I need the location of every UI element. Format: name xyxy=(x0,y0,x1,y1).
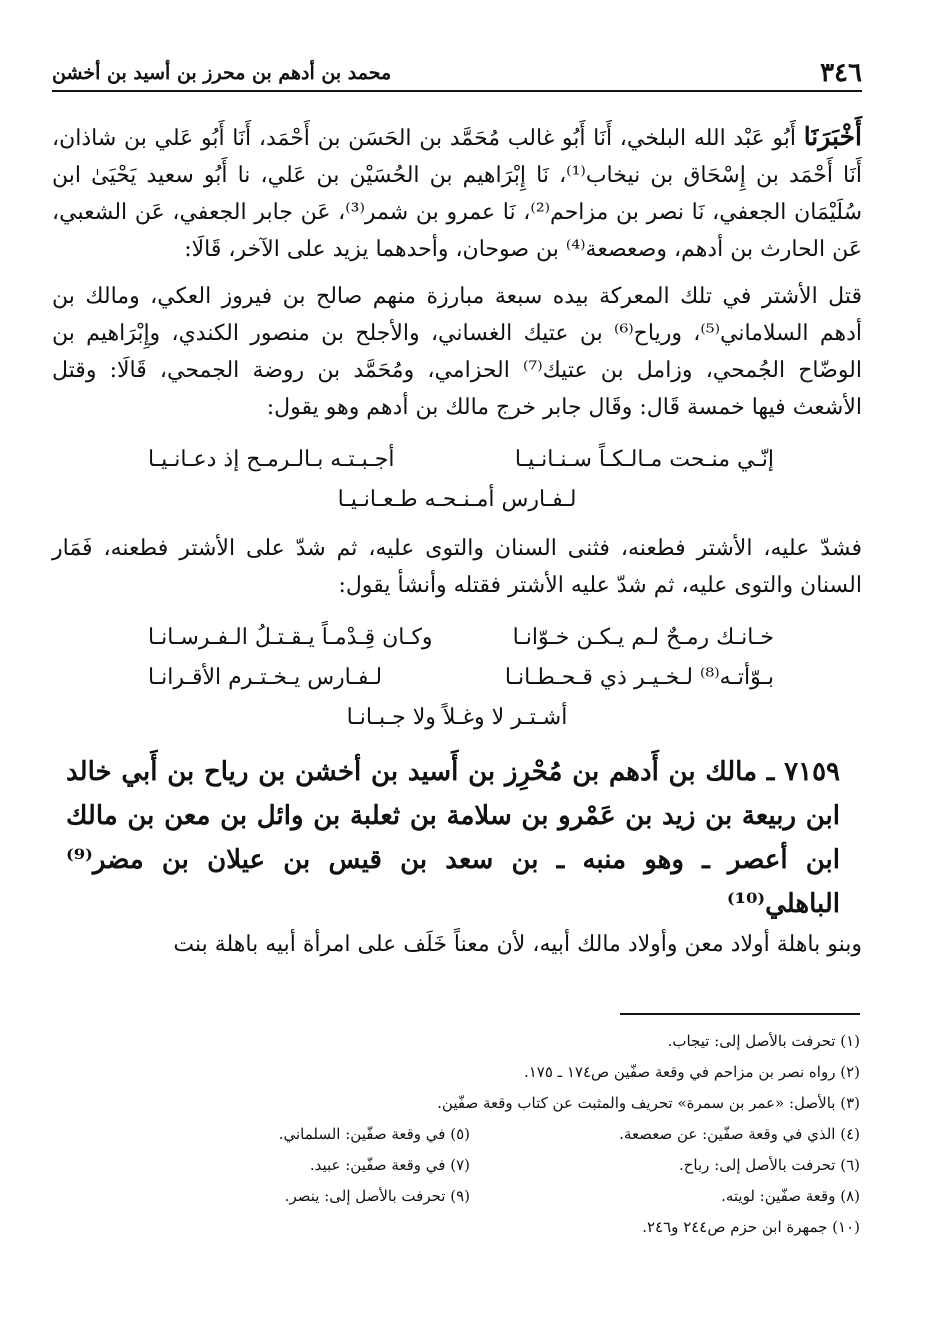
footnote: (٣) بالأصل: «عمر بن سمرة» تحريف والمثبت عن كتاب وقعة صفّين. xyxy=(437,1094,860,1112)
verse-first-hemistich: بـوّأتـه⁽⁸⁾ لـخـيـر ذي قـحـطـانـا xyxy=(504,665,774,690)
running-title: محمد بن أدهم بن محرز بن أسيد بن أخشن xyxy=(52,62,392,84)
entry-body-text: وبنو باهلة أولاد معن وأولاد مالك أبيه، لأن معناً خَلَف على امرأة أبيه باهلة بنت xyxy=(173,932,862,957)
footnote-divider xyxy=(620,1013,860,1015)
page-header xyxy=(52,50,862,92)
footnote: (١) تحرفت بالأصل إلى: تيجاب. xyxy=(667,1032,860,1050)
isnad-paragraph xyxy=(52,118,862,268)
footnote: (٦) تحرفت بالأصل إلى: رباح. xyxy=(678,1156,860,1174)
verse-line: أشـتـر لا وغـلاً ولا جـبـانـا xyxy=(346,705,568,730)
footnotes xyxy=(52,1026,860,1243)
footnote-row xyxy=(52,1026,860,1057)
verse-first-hemistich: إنّـي منـحت مـالـكـاً سـنـانـيـا xyxy=(514,447,774,472)
footnote: (٨) وقعة صفّين: لويته. xyxy=(721,1187,860,1205)
poem-malik xyxy=(52,440,862,520)
isnad-text: أَبُو عَبْد الله البلخي، أَنَا أَبُو غالب مُحَمَّد بن الحَسَن بن أَحْمَد، أَنَا أَبُو عَلي بن شاذان، أَنَا أَحْمَد بن إِسْحَاق بن نيخاب⁽¹⁾، نَا إِبْرَاهيم بن الحُسَيْن بن عَلي، نا أَبُو سعيد يَحْيَىٰ ابن سُلَيْمَان الجعفي، نَا نصر بن مزاحم⁽²⁾، نَا عمرو بن شمر⁽³⁾، عَن جابر الجعفي، عَن الشعبي، عَن الحارث بن أدهم، وصعصعة⁽⁴⁾ بن صوحان، وأحدهما يزيد على الآخر، قَالَا: xyxy=(52,126,863,262)
paragraph-lead-word: أَخْبَرَنَا xyxy=(803,122,863,151)
page-number: ٣٤٦ xyxy=(820,58,862,88)
poem-verse xyxy=(52,440,862,480)
footnote: (١٠) جمهرة ابن حزم ص٢٤٤ و٢٤٦. xyxy=(642,1218,860,1236)
footnote-row xyxy=(52,1057,860,1088)
biography-entry xyxy=(52,750,862,963)
narrative-paragraph: فشدّ عليه، الأشتر فطعنه، فثنى السنان والتوى عليه، ثم شدّ على الأشتر فطعنه، فَمَار السنان والتوى عليه، ثم شدّ عليه الأشتر فقتله وأنشأ يقول: xyxy=(52,536,862,598)
entry-heading-line: ابن أعصر ـ وهو منبه ـ بن سعد بن قيس بن عيلان بن مضر⁽⁹⁾ الباهلي⁽¹⁰⁾ xyxy=(66,845,840,919)
entry-heading-line: ابن ربيعة بن زيد بن عَمْرو بن سلامة بن ثعلبة بن وائل بن معن بن مالك xyxy=(66,801,840,831)
footnote: (٢) رواه نصر بن مزاحم في وقعة صفّين ص١٧٤ ـ ١٧٥. xyxy=(523,1063,860,1081)
verse-second-hemistich: لـفـارس يـخـتـرم الأقـرانـا xyxy=(148,665,383,690)
footnote: (٩) تحرفت بالأصل إلى: ينصر. xyxy=(284,1187,470,1205)
entry-heading-line: ٧١٥٩ ـ مالك بن أَدهم بن مُحْرِز بن أَسيد بن أخشن بن رياح بن أَبي خالد xyxy=(66,757,840,787)
poem-ashtar xyxy=(52,618,862,738)
poem-verse xyxy=(52,480,862,520)
poem-verse xyxy=(52,618,862,658)
footnote-row xyxy=(52,1119,860,1150)
footnote-row xyxy=(52,1088,860,1119)
narrative-paragraph: قتل الأشتر في تلك المعركة بيده سبعة مبارزة منهم صالح بن فيروز العكي، ومالك بن أدهم السلاماني⁽⁵⁾، ورياح⁽⁶⁾ بن عتيك الغساني، والأجلح بن منصور الكندي، وإِبْرَاهيم بن الوضّاح الجُمحي، وزامل بن عتيك⁽⁷⁾ الحزامي، ومُحَمَّد بن روضة الجمحي، قَالَا: وقتل الأشعث فيها خمسة قَال: وقَال جابر خرج مالك بن أدهم وهو يقول: xyxy=(52,284,862,420)
poem-verse xyxy=(52,658,862,698)
footnote: (٤) الذي في وقعة صفّين: عن صعصعة. xyxy=(619,1125,860,1143)
footnote-row xyxy=(52,1181,860,1212)
footnote: (٧) في وقعة صفّين: عبيد. xyxy=(309,1156,470,1174)
footnote-row xyxy=(52,1212,860,1243)
footnote-row xyxy=(52,1150,860,1181)
verse-line: لـفـارس أمـنـحـه طـعـانـيـا xyxy=(337,487,577,512)
footnote: (٥) في وقعة صفّين: السلماني. xyxy=(278,1125,470,1143)
poem-verse xyxy=(52,698,862,738)
verse-first-hemistich: خـانـك رمـحٌ لـم يـكـن خـوّانـا xyxy=(512,625,774,650)
verse-second-hemistich: وكـان قِـدْمـاً يـقـتـلُ الـفـرسـانـا xyxy=(148,625,433,650)
verse-second-hemistich: أجـبـتـه بـالـرمـح إذ دعـانـيـا xyxy=(148,447,395,472)
main-text xyxy=(52,118,862,963)
